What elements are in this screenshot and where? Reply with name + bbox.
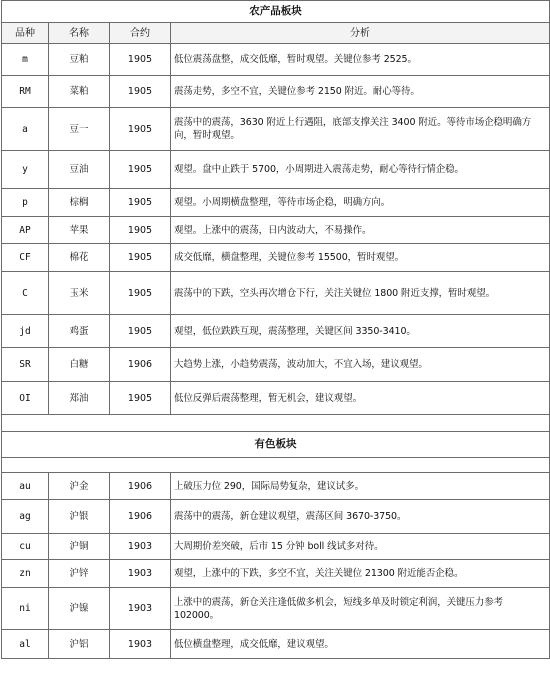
cell-contract: 1905 [110,272,171,315]
col-header-code: 品种 [2,23,49,44]
cell-code: ni [2,588,49,630]
cell-contract: 1905 [110,151,171,189]
futures-analysis-table [1,0,550,659]
cell-analysis: 观望，上涨中的下跌，多空不宜，关注关键位 21300 附近能否企稳。 [171,560,550,588]
cell-code: a [2,108,49,151]
cell-name: 豆油 [49,151,110,189]
cell-code: m [2,44,49,76]
cell-code: C [2,272,49,315]
cell-contract: 1903 [110,588,171,630]
table-row [2,272,550,315]
header-row [2,23,550,44]
table-row [2,382,550,415]
cell-analysis: 震荡中的下跌，空头再次增仓下行，关注关键位 1800 附近支撑，暂时观望。 [171,272,550,315]
cell-analysis: 上涨中的震荡，新仓关注逢低做多机会，短线多单及时锁定利润，关键压力参考 102000。 [171,588,550,630]
table-row [2,473,550,500]
table-row [2,76,550,108]
cell-name: 玉米 [49,272,110,315]
table-row [2,108,550,151]
cell-name: 沪铝 [49,630,110,659]
table-row [2,244,550,272]
cell-analysis: 大趋势上涨，小趋势震荡，波动加大，不宜入场，建议观望。 [171,348,550,382]
cell-contract: 1905 [110,244,171,272]
table-row [2,44,550,76]
cell-contract: 1905 [110,217,171,244]
cell-code: AP [2,217,49,244]
section-spacer [2,415,550,432]
cell-name: 棕榈 [49,189,110,217]
section-title-metals: 有色板块 [2,432,550,458]
cell-name: 沪镍 [49,588,110,630]
cell-contract: 1903 [110,560,171,588]
cell-code: au [2,473,49,500]
table-row [2,630,550,659]
cell-contract: 1903 [110,534,171,560]
cell-code: cu [2,534,49,560]
cell-name: 菜粕 [49,76,110,108]
cell-code: y [2,151,49,189]
cell-contract: 1905 [110,189,171,217]
table-row [2,500,550,534]
cell-name: 沪铜 [49,534,110,560]
cell-analysis: 低位横盘整理，成交低靡，建议观望。 [171,630,550,659]
cell-code: al [2,630,49,659]
section-spacer [2,458,550,473]
cell-name: 鸡蛋 [49,315,110,348]
cell-analysis: 成交低靡，横盘整理，关键位参考 15500，暂时观望。 [171,244,550,272]
cell-analysis: 上破压力位 290，国际局势复杂，建议试多。 [171,473,550,500]
cell-code: p [2,189,49,217]
cell-analysis: 大周期价差突破，后市 15 分钟 boll 线试多对待。 [171,534,550,560]
cell-contract: 1903 [110,630,171,659]
cell-analysis: 观望。盘中止跌于 5700，小周期进入震荡走势，耐心等待行情企稳。 [171,151,550,189]
cell-analysis: 观望，低位跌跌互现，震荡整理，关键区间 3350-3410。 [171,315,550,348]
section-title-row [2,432,550,458]
cell-code: CF [2,244,49,272]
cell-contract: 1905 [110,44,171,76]
col-header-analysis: 分析 [171,23,550,44]
table-row [2,217,550,244]
cell-contract: 1906 [110,500,171,534]
cell-contract: 1905 [110,382,171,415]
table-row [2,560,550,588]
cell-contract: 1906 [110,473,171,500]
cell-code: ag [2,500,49,534]
cell-analysis: 低位反弹后震荡整理，暂无机会，建议观望。 [171,382,550,415]
cell-analysis: 观望。小周期横盘整理，等待市场企稳，明确方向。 [171,189,550,217]
cell-name: 沪锌 [49,560,110,588]
cell-contract: 1905 [110,315,171,348]
table-row [2,189,550,217]
table-row [2,315,550,348]
cell-name: 豆一 [49,108,110,151]
cell-name: 豆粕 [49,44,110,76]
cell-code: OI [2,382,49,415]
table-row [2,151,550,189]
cell-code: zn [2,560,49,588]
cell-contract: 1905 [110,76,171,108]
table-row [2,348,550,382]
col-header-name: 名称 [49,23,110,44]
cell-name: 棉花 [49,244,110,272]
cell-analysis: 观望。上涨中的震荡，日内波动大，不易操作。 [171,217,550,244]
cell-analysis: 低位震荡盘整，成交低靡，暂时观望。关键位参考 2525。 [171,44,550,76]
cell-name: 苹果 [49,217,110,244]
table-row [2,588,550,630]
cell-contract: 1906 [110,348,171,382]
cell-analysis: 震荡走势，多空不宜，关键位参考 2150 附近。耐心等待。 [171,76,550,108]
cell-name: 沪金 [49,473,110,500]
col-header-contract: 合约 [110,23,171,44]
cell-code: SR [2,348,49,382]
cell-contract: 1905 [110,108,171,151]
cell-name: 白糖 [49,348,110,382]
cell-name: 郑油 [49,382,110,415]
cell-code: jd [2,315,49,348]
cell-code: RM [2,76,49,108]
cell-name: 沪银 [49,500,110,534]
section-title-agri: 农产品板块 [2,1,550,23]
table-row [2,534,550,560]
section-title-row [2,1,550,23]
cell-analysis: 震荡中的震荡，新仓建议观望，震荡区间 3670-3750。 [171,500,550,534]
cell-analysis: 震荡中的震荡，3630 附近上行遇阻，底部支撑关注 3400 附近。等待市场企稳明确方向，暂时观望。 [171,108,550,151]
